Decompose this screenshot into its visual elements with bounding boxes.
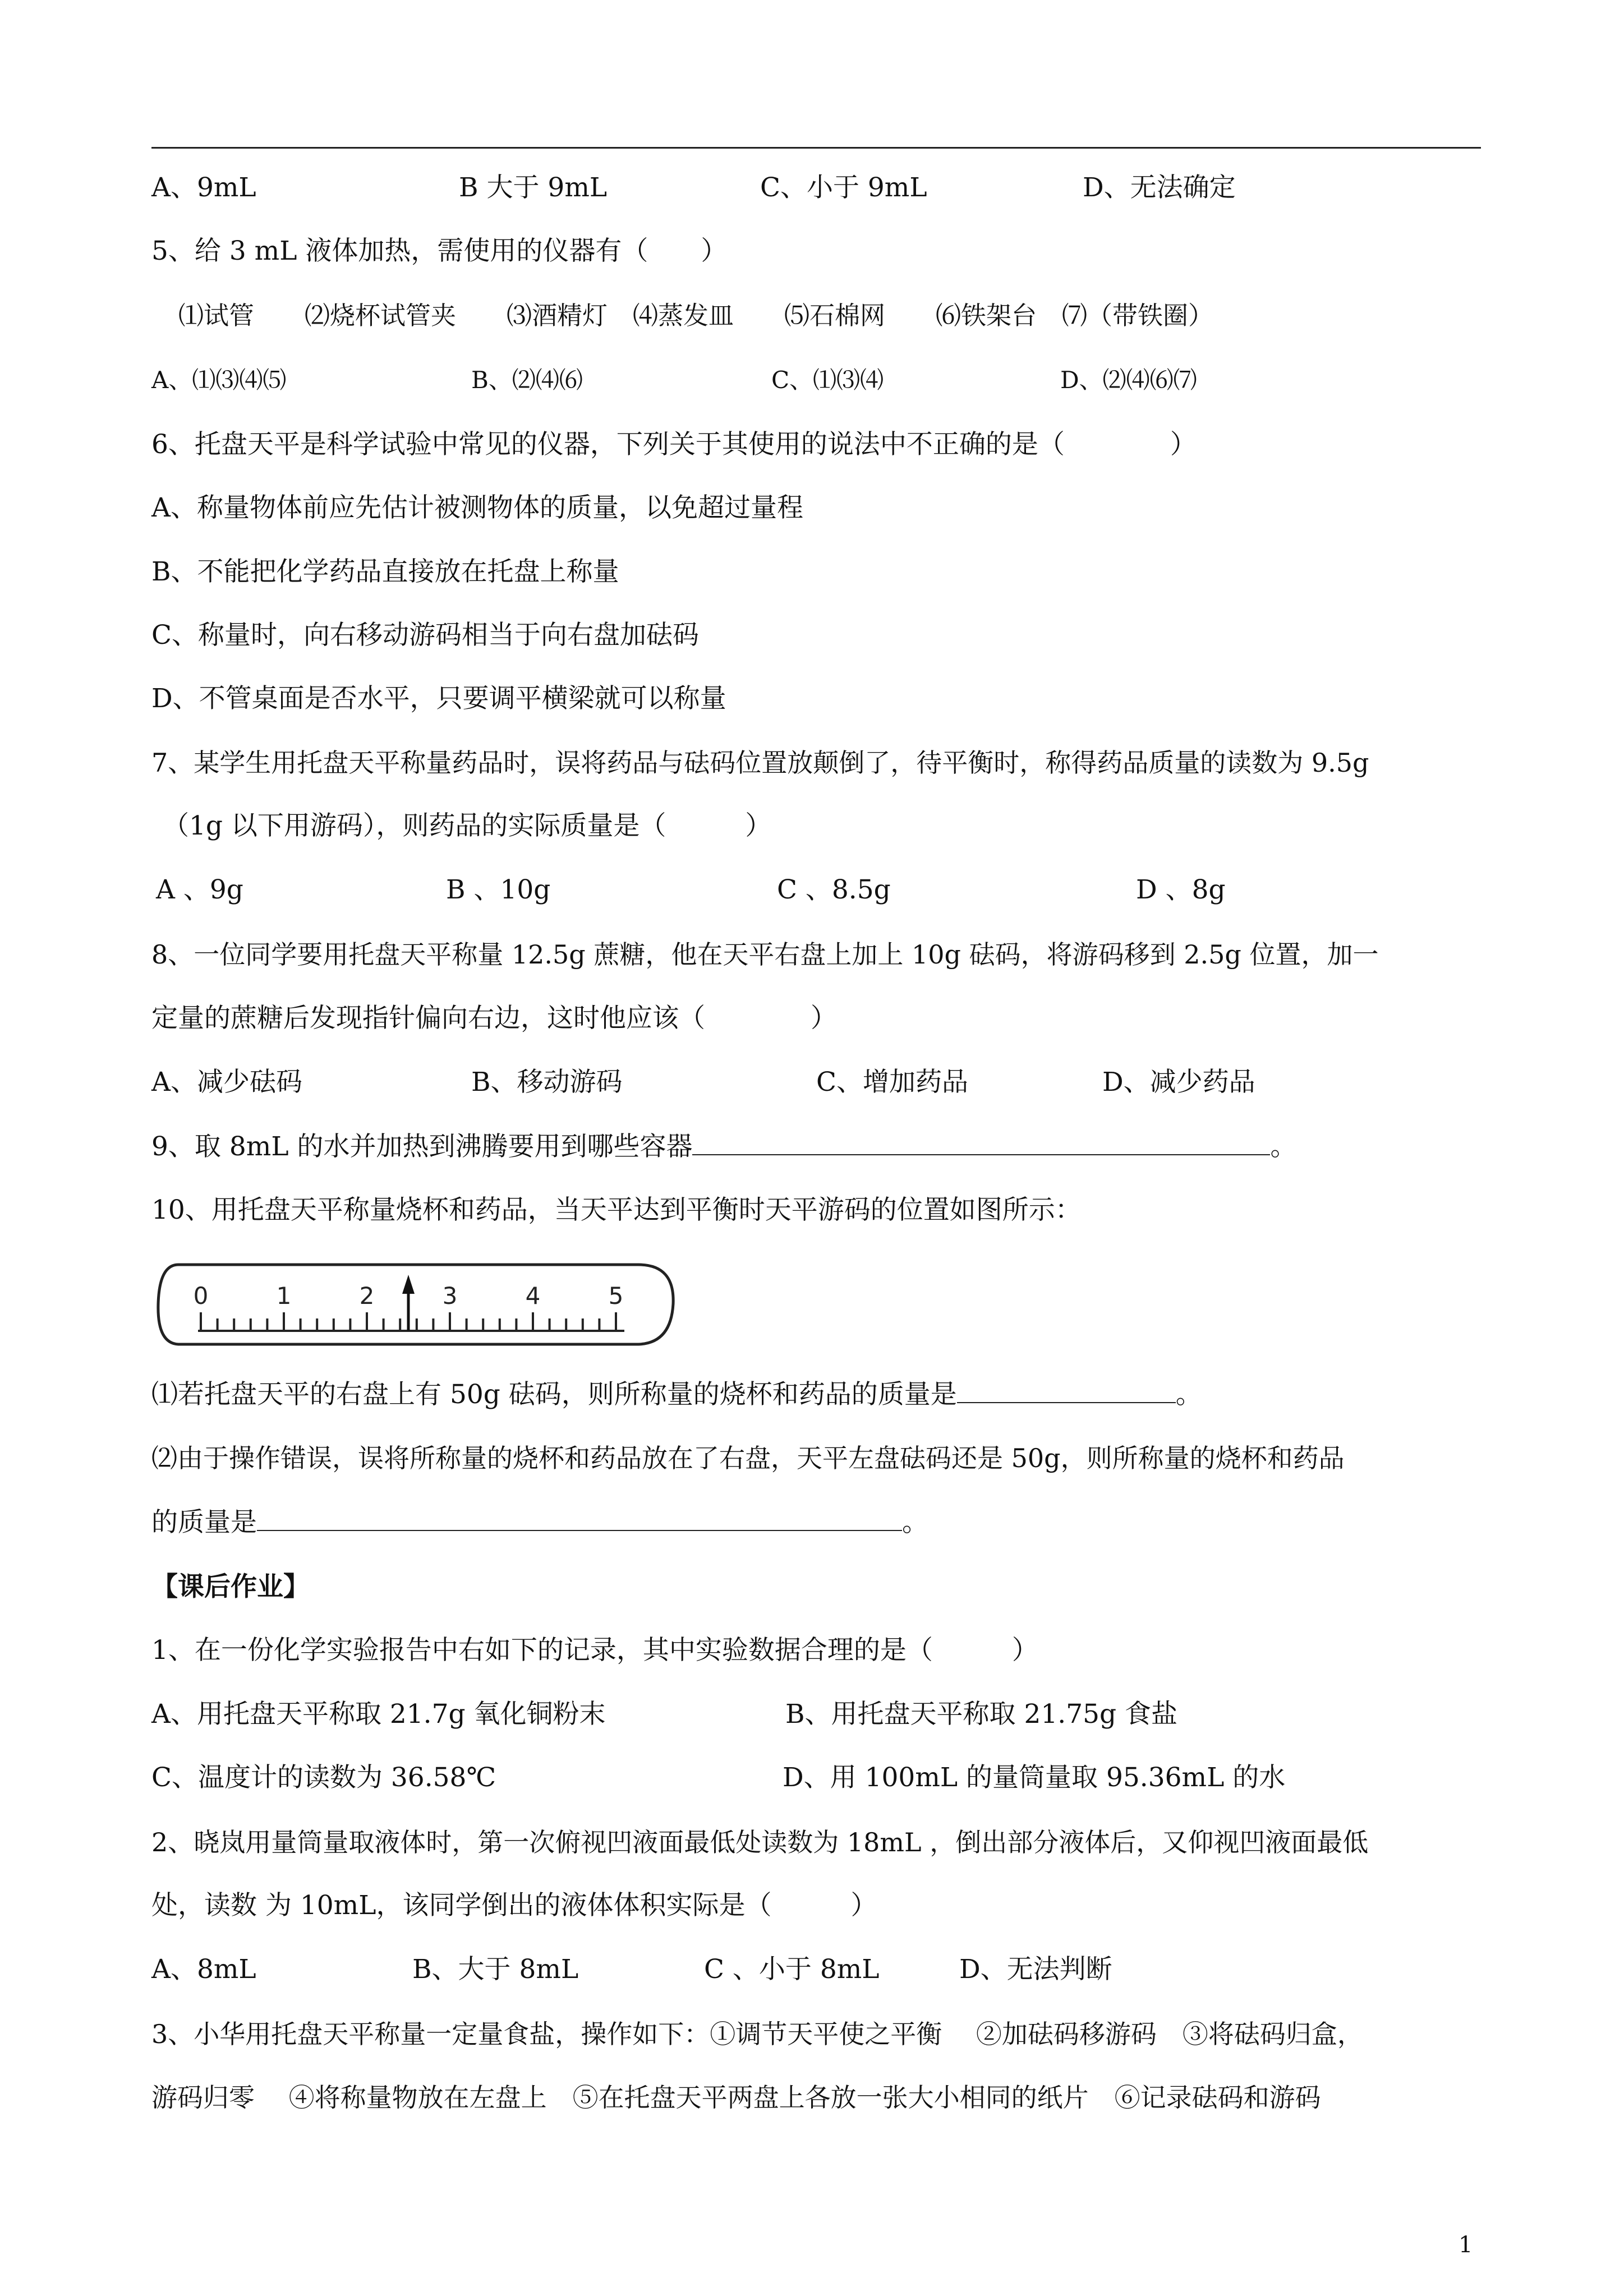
homework-title: 【课后作业】 [151, 1571, 310, 1602]
q9-stem: 9、取 8mL 的水并加热到沸腾要用到哪些容器 [151, 1131, 693, 1162]
header-rule [151, 147, 1481, 149]
q7-option-a: A 、9g [156, 874, 243, 905]
rider-scale-label-2: 2 [359, 1282, 375, 1310]
q4-option-b: B 大于 9mL [459, 172, 608, 203]
rider-scale-label-0: 0 [193, 1282, 209, 1310]
q8-stem-line2: 定量的蔗糖后发现指针偏向右边，这时他应该（ ） [151, 1003, 837, 1034]
hw-q2-stem-line2: 处，读数 为 10mL，该同学倒出的液体体积实际是（ ） [151, 1890, 877, 1921]
hw-q2-option-b: B、大于 8mL [412, 1954, 579, 1985]
hw-q1-option-d: D、用 100mL 的量筒量取 95.36mL 的水 [783, 1762, 1286, 1793]
rider-scale-label-5: 5 [608, 1282, 624, 1310]
q6-option-a: A、称量物体前应先估计被测物体的质量，以免超过量程 [151, 492, 803, 523]
rider-scale-figure [156, 1259, 678, 1360]
hw-q1-option-b: B、用托盘天平称取 21.75g 食盐 [785, 1699, 1178, 1730]
hw-q1-stem: 1、在一份化学实验报告中右如下的记录，其中实验数据合理的是（ ） [151, 1635, 1038, 1666]
q4-option-d: D、无法确定 [1083, 172, 1236, 203]
q7-option-b: B 、10g [446, 874, 551, 905]
q6-option-c: C、称量时，向右移动游码相当于向右盘加砝码 [151, 620, 699, 651]
rider-scale-label-4: 4 [525, 1282, 541, 1310]
rider-scale-label-1: 1 [276, 1282, 292, 1310]
q7-stem-line1: 7、某学生用托盘天平称量药品时，误将药品与砝码位置放颠倒了，待平衡时，称得药品质量的读数为 9.5g [151, 748, 1369, 778]
q10-sub2-line2 [151, 1506, 928, 1539]
q10-sub1-line [151, 1378, 1202, 1412]
q7-stem-line2: （1g 以下用游码），则药品的实际质量是（ ） [163, 810, 772, 841]
hw-q3-stem-line2: 游码归零 ④将称量物放在左盘上 ⑤在托盘天平两盘上各放一张大小相同的纸片 ⑥记录砝码和游码 [151, 2082, 1321, 2113]
q9-line [151, 1130, 1296, 1164]
hw-q2-option-d: D、无法判断 [959, 1954, 1112, 1985]
q5-option-c: C、⑴⑶⑷ [771, 366, 884, 394]
q5-stem: 5、给 3 mL 液体加热，需使用的仪器有（ ） [151, 236, 728, 266]
q8-stem-line1: 8、一位同学要用托盘天平称量 12.5g 蔗糖，他在天平右盘上加上 10g 砝码，将游码移到 2.5g 位置，加一 [151, 939, 1379, 970]
q4-option-c: C、小于 9mL [760, 172, 927, 203]
hw-q1-option-c: C、温度计的读数为 36.58℃ [151, 1762, 496, 1793]
q8-option-a: A、减少砝码 [151, 1067, 302, 1098]
q8-option-b: B、移动游码 [471, 1067, 623, 1098]
q5-option-a: A、⑴⑶⑷⑸ [151, 366, 287, 394]
q10-sub1: ⑴若托盘天平的右盘上有 50g 砝码，则所称量的烧杯和药品的质量是 [151, 1379, 957, 1410]
q5-items: ⑴试管 ⑵烧杯试管夹 ⑶酒精灯 ⑷蒸发皿 ⑸石棉网 ⑹铁架台 ⑺（带铁圈） [178, 301, 1214, 330]
hw-q2-option-c: C 、小于 8mL [704, 1954, 880, 1985]
q6-stem: 6、托盘天平是科学试验中常见的仪器，下列关于其使用的说法中不正确的是（ ） [151, 429, 1197, 460]
q8-option-d: D、减少药品 [1102, 1067, 1255, 1098]
rider-scale-outline [158, 1265, 673, 1344]
q5-option-d: D、⑵⑷⑹⑺ [1060, 366, 1197, 394]
rider-pointer-head [402, 1275, 415, 1294]
rider-pointer-arrow [402, 1275, 415, 1331]
q9-end: 。 [1270, 1131, 1297, 1162]
q7-option-c: C 、8.5g [777, 874, 891, 905]
q4-option-a: A、9mL [151, 172, 256, 203]
q10-sub2-line1: ⑵由于操作错误，误将所称量的烧杯和药品放在了右盘，天平左盘砝码还是 50g，则所称量的烧杯和药品 [151, 1443, 1345, 1473]
q10-sub2-answer-blank[interactable] [257, 1506, 902, 1531]
q10-sub2-end: 。 [902, 1507, 928, 1538]
hw-q2-stem-line1: 2、晓岚用量筒量取液体时，第一次俯视凹液面最低处读数为 18mL ，倒出部分液体后，又仰视凹液面最低 [151, 1827, 1369, 1857]
q10-stem: 10、用托盘天平称量烧杯和药品，当天平达到平衡时天平游码的位置如图所示： [151, 1195, 1082, 1225]
hw-q1-option-a: A、用托盘天平称取 21.7g 氧化铜粉末 [151, 1699, 606, 1730]
q10-sub1-answer-blank[interactable] [957, 1378, 1176, 1403]
hw-q3-stem-line1: 3、小华用托盘天平称量一定量食盐，操作如下：①调节天平使之平衡 ②加砝码移游码 ③将砝码归盒， [151, 2019, 1363, 2049]
hw-q2-option-a: A、8mL [151, 1954, 256, 1985]
q10-sub2: 的质量是 [151, 1507, 257, 1538]
page-number: 1 [1459, 2232, 1473, 2258]
q6-option-b: B、不能把化学药品直接放在托盘上称量 [151, 556, 619, 587]
q5-option-b: B、⑵⑷⑹ [471, 366, 583, 394]
q9-answer-blank[interactable] [692, 1131, 1270, 1155]
rider-scale-label-3: 3 [442, 1282, 458, 1310]
q7-option-d: D 、8g [1136, 874, 1226, 905]
q10-sub1-end: 。 [1175, 1379, 1202, 1410]
q8-option-c: C、增加药品 [816, 1067, 968, 1098]
q6-option-d: D、不管桌面是否水平，只要调平横梁就可以称量 [151, 683, 726, 714]
